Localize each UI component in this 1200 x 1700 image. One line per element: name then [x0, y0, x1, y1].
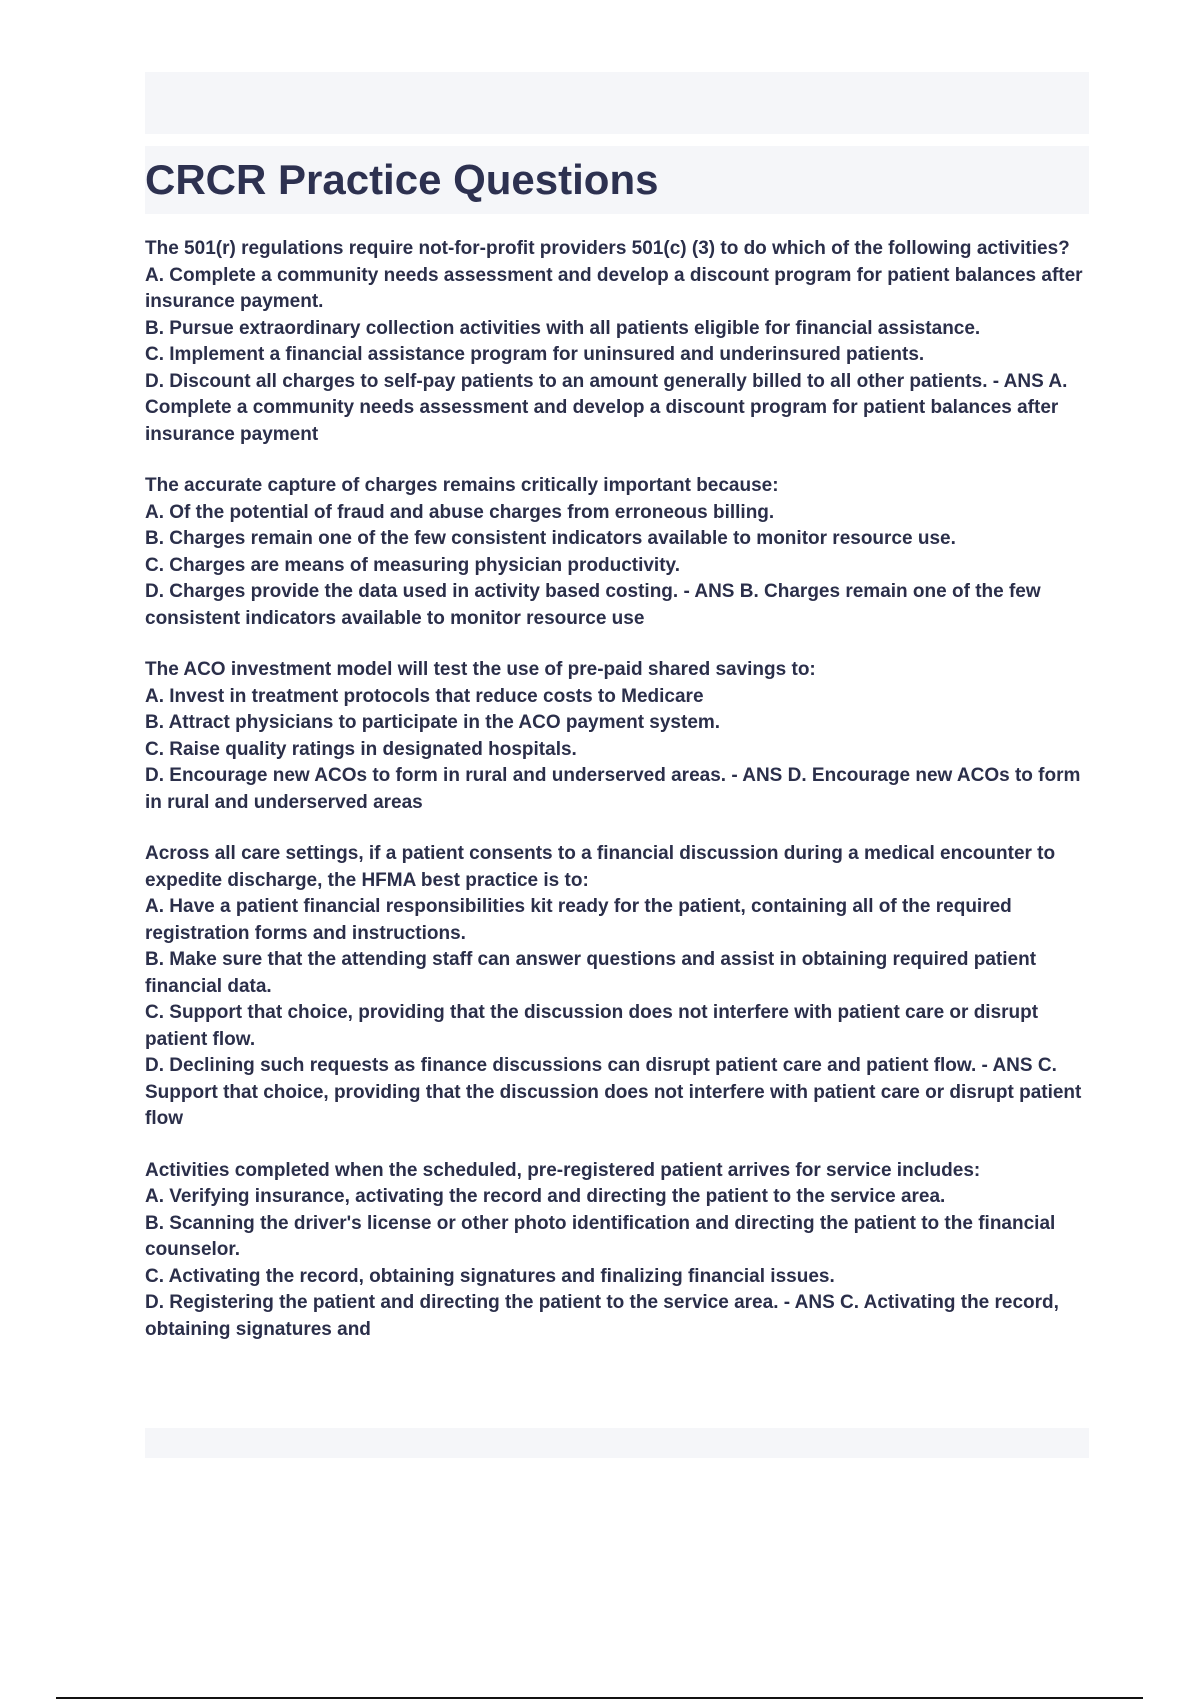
option-b: B. Scanning the driver's license or other photo identification and directing the patient to the financial counselor.: [145, 1212, 1056, 1260]
option-a: A. Have a patient financial responsibilities kit ready for the patient, containing all of the required registration forms and instructions.: [145, 896, 1012, 944]
option-c: C. Activating the record, obtaining signatures and finalizing financial issues.: [145, 1265, 835, 1287]
question-block: [145, 473, 1095, 632]
footer-band: [145, 1428, 1089, 1458]
option-c: C. Support that choice, providing that the discussion does not interfere with patient care or disrupt patient flow.: [145, 1002, 1039, 1050]
option-c: C. Implement a financial assistance program for uninsured and underinsured patients.: [145, 344, 925, 365]
option-a: A. Complete a community needs assessment and develop a discount program for patient balances after insurance payment.: [145, 264, 1083, 312]
option-b: B. Charges remain one of the few consistent indicators available to monitor resource use.: [145, 528, 956, 549]
question-text: The 501(r) regulations require not-for-profit providers 501(c) (3) to do which of the following activities?: [145, 238, 1070, 259]
question-text: The ACO investment model will test the use of pre-paid shared savings to:: [145, 659, 816, 680]
page-title: CRCR Practice Questions: [145, 156, 659, 203]
header-band: [145, 72, 1089, 134]
option-b: B. Attract physicians to participate in the ACO payment system.: [145, 712, 721, 733]
option-c: C. Raise quality ratings in designated hospitals.: [145, 738, 577, 760]
question-text: Activities completed when the scheduled, pre-registered patient arrives for service includes:: [145, 1159, 981, 1181]
option-d-with-answer: D. Registering the patient and directing the patient to the service area. - ANS C. Activating the record, obtaining signatures and: [145, 1292, 1059, 1340]
option-c: C. Charges are means of measuring physician productivity.: [145, 554, 680, 576]
option-b: B. Pursue extraordinary collection activities with all patients eligible for financial assistance.: [145, 317, 981, 339]
option-a: A. Of the potential of fraud and abuse charges from erroneous billing.: [145, 501, 775, 523]
option-b: B. Make sure that the attending staff can answer questions and assist in obtaining required patient financial data.: [145, 949, 1037, 997]
option-a: A. Verifying insurance, activating the record and directing the patient to the service area.: [145, 1186, 946, 1207]
question-block: [145, 841, 1095, 1133]
page-bottom-rule: [56, 1697, 1143, 1699]
questions-list: [145, 236, 1095, 1368]
option-d-with-answer: D. Discount all charges to self-pay patients to an amount generally billed to all other patients. - ANS A. Complete a community needs assessment and develop a discount program for patient balances after insurance payment: [145, 370, 1068, 445]
question-text: Across all care settings, if a patient consents to a financial discussion during a medical encounter to expedite discharge, the HFMA best practice is to:: [145, 843, 1056, 891]
option-d-with-answer: D. Encourage new ACOs to form in rural and underserved areas. - ANS D. Encourage new ACOs to form in rural and underserved areas: [145, 765, 1081, 813]
question-block: [145, 1158, 1095, 1344]
question-block: [145, 236, 1095, 448]
question-text: The accurate capture of charges remains critically important because:: [145, 475, 779, 496]
option-d-with-answer: D. Charges provide the data used in activity based costing. - ANS B. Charges remain one of the few consistent indicators available to monitor resource use: [145, 581, 1041, 629]
option-d-with-answer: D. Declining such requests as finance discussions can disrupt patient care and patient flow. - ANS C. Support that choice, providing that the discussion does not interfere with patient care or disrupt patient flow: [145, 1055, 1082, 1129]
question-block: [145, 657, 1095, 816]
option-a: A. Invest in treatment protocols that reduce costs to Medicare: [145, 685, 704, 707]
